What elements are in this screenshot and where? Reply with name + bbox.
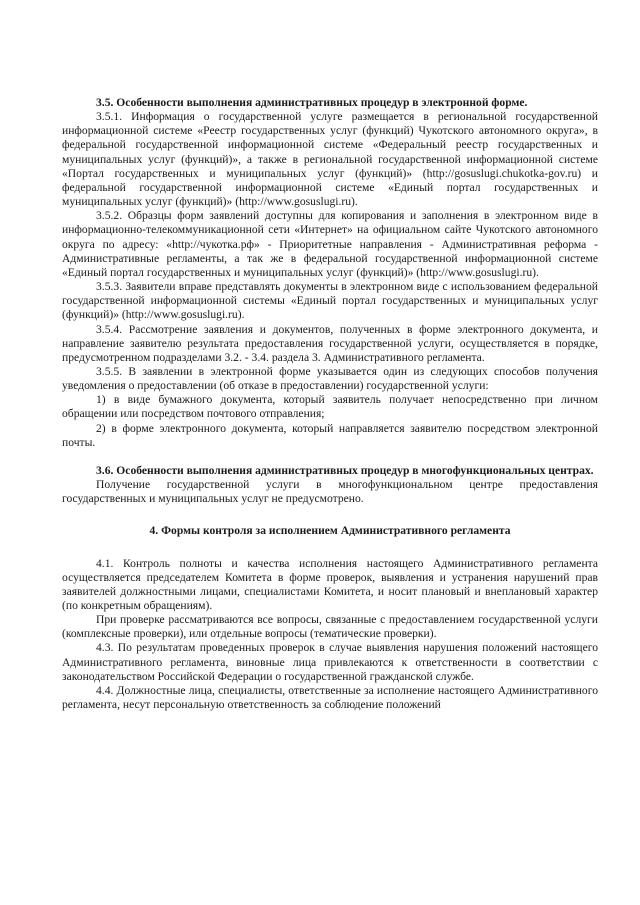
paragraph-3-5-5: 3.5.5. В заявлении в электронной форме указывается один из следующих способов получения уведомления о предоставлении (об отказе в предоставлении) государственной услуги:	[62, 364, 598, 393]
paragraph-3-5-3: 3.5.3. Заявители вправе представлять документы в электронном виде с использованием федеральной государственной информационной системы «Единый портал государственных и муниципальных услуг (функций)» (http://www.gosuslugi.ru).	[62, 280, 598, 322]
paragraph-3-6: Получение государственной услуги в многофункциональном центре предоставления государственных и муниципальных услуг не предусмотрено.	[62, 478, 598, 506]
paragraph-4-2: При проверке рассматриваются все вопросы, связанные с предоставлением государственной услуги (комплексные проверки), или отдельные вопросы (тематические проверки).	[62, 613, 598, 641]
paragraph-3-5-1: 3.5.1. Информация о государственной услуге размещается в региональной государственной информационной системе «Реестр государственных услуг (функций) Чукотского автономного округа», в федеральной государственной информационной системе «Федеральный реестр государственных и муниципальных услуг (функций)», а также в региональной государственной информационной системе «Портал государственных и муниципальных услуг (функций)» (http://gosuslugi.chukotka-gov.ru) и федеральной государственной информационной системе «Единый портал государственных и муниципальных услуг (функций)» (http://www.gosuslugi.ru).	[62, 110, 598, 209]
paragraph-3-5-4: 3.5.4. Рассмотрение заявления и документов, полученных в форме электронного документа, и направление заявителю результата предоставления государственной услуги, осуществляется в порядке, предусмотренном подразделами 3.2. - 3.4. раздела 3. Административного регламента.	[62, 322, 598, 364]
paragraph-3-5-2: 3.5.2. Образцы форм заявлений доступны для копирования и заполнения в электронном виде в информационно-телекоммуникационной сети «Интернет» на официальном сайте Чукотского автономного округа по адресу: «http://чукотка.рф» - Приоритетные направления - Административная реформа - Административные регламенты, а так же в федеральной государственной информационной системе «Единый портал государственных и муниципальных услуг (функций)» (http://www.gosuslugi.ru).	[62, 209, 598, 279]
section-4-heading: 4. Формы контроля за исполнением Административного регламента	[149, 524, 511, 538]
list-item-electronic-document: 2) в форме электронного документа, который направляется заявителю посредством электронной почты.	[62, 421, 598, 449]
section-3-5-heading: 3.5. Особенности выполнения административных процедур в электронной форме.	[96, 96, 528, 109]
paragraph-4-3: 4.3. По результатам проведенных проверок в случае выявления нарушения положений настоящего Административного регламента, виновные лица привлекаются к ответственности в соответствии с законодательством Российской Федерации о государственной гражданской службе.	[62, 641, 598, 683]
list-item-paper-document: 1) в виде бумажного документа, который заявитель получает непосредственно при личном обращении или посредством почтового отправления;	[62, 393, 598, 421]
paragraph-4-1: 4.1. Контроль полноты и качества исполнения настоящего Административного регламента осуществляется председателем Комитета в форме проверок, выявления и устранения нарушений прав заявителей должностными лицами, специалистами Комитета, и носит плановый и внеплановый характер (по конкретным обращениям).	[62, 556, 598, 612]
paragraph-4-4: 4.4. Должностные лица, специалисты, ответственные за исполнение настоящего Административного регламента, несут персональную ответственность за соблюдение положений	[62, 683, 598, 712]
section-3-6-heading: 3.6. Особенности выполнения административных процедур в многофункциональных центрах.	[96, 463, 594, 477]
